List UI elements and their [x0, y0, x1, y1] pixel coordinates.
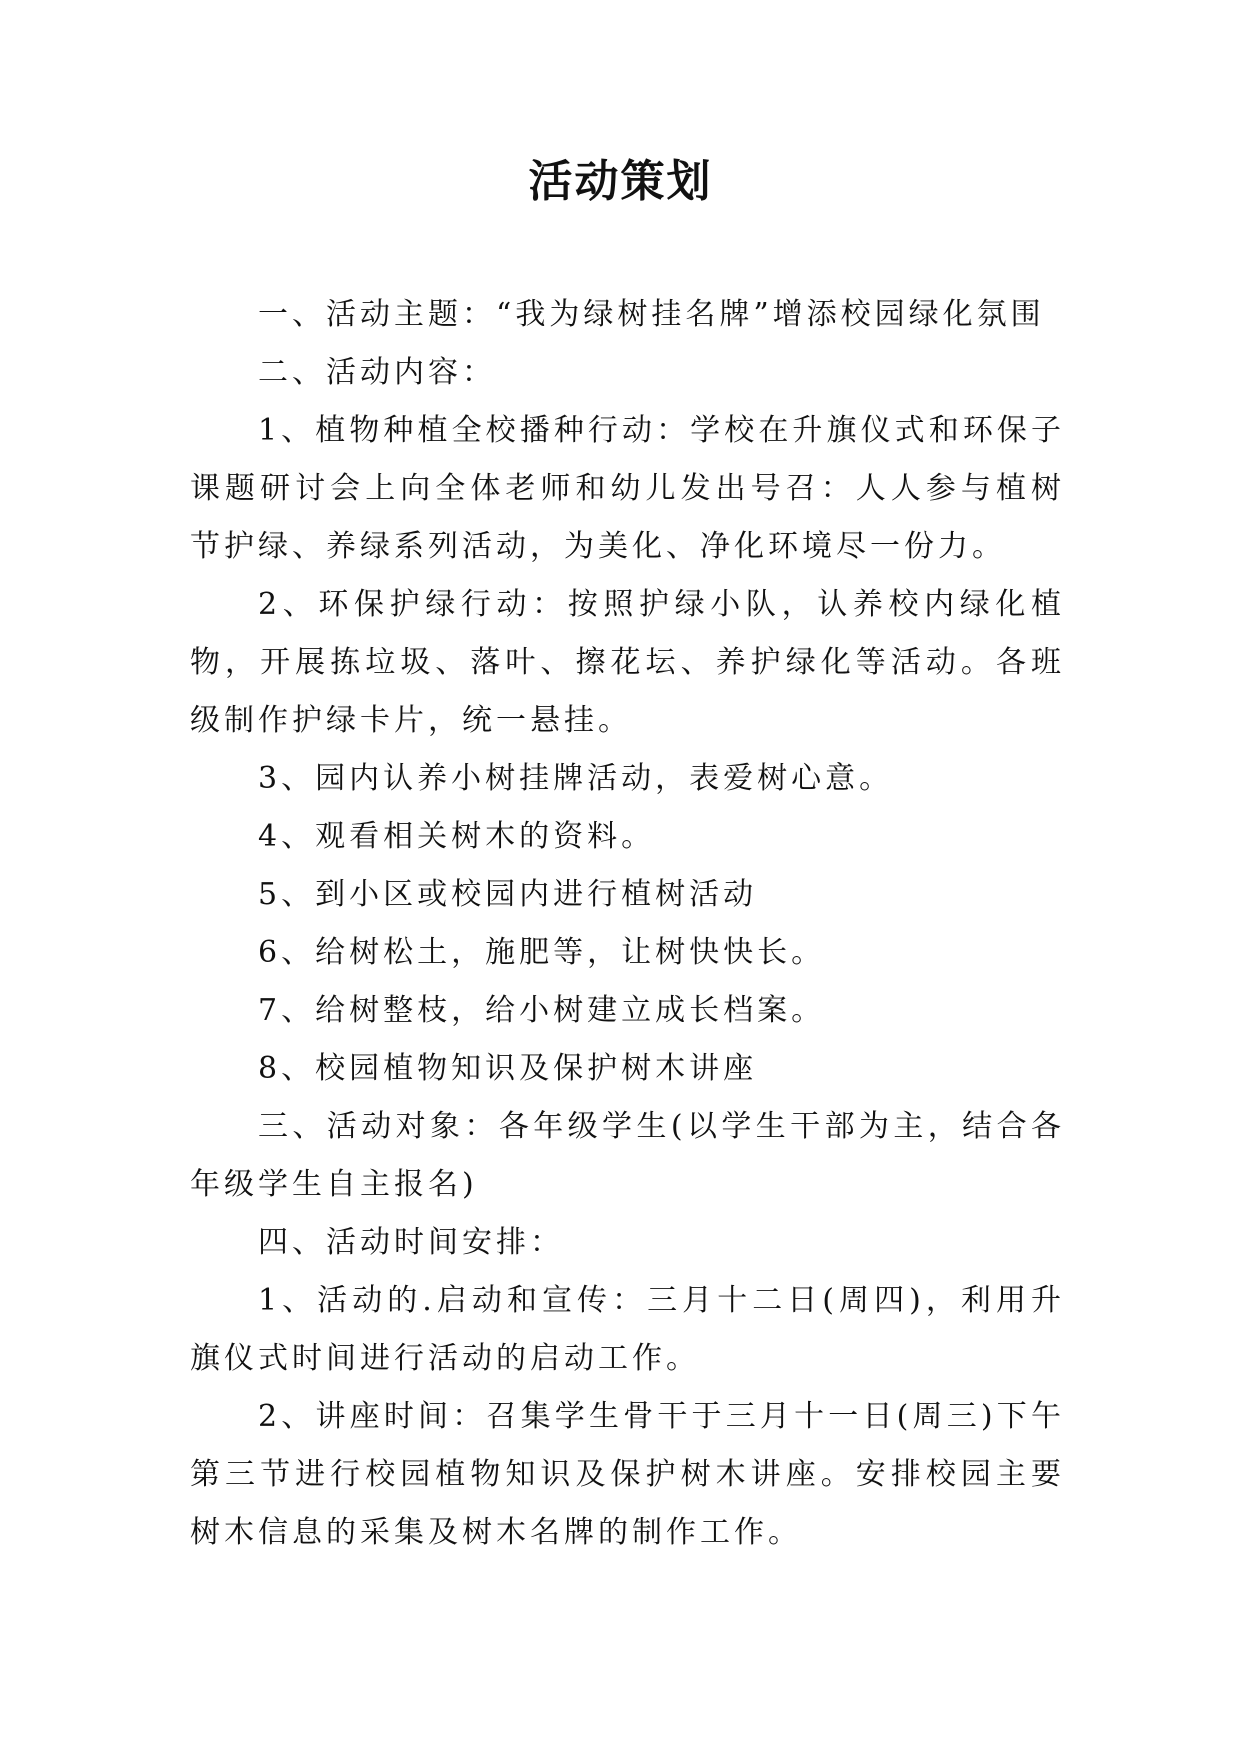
document-title: 活动策划	[528, 156, 713, 207]
paragraph-item-1: 1、植物种植全校播种行动：学校在升旗仪式和环保子课题研讨会上向全体老师和幼儿发出号召：人人参与植树节护绿、养绿系列活动，为美化、净化环境尽一份力。	[190, 413, 1065, 564]
paragraph-schedule-heading: 四、活动时间安排：	[258, 1225, 564, 1260]
paragraph-item-7: 7、给树整枝，给小树建立成长档案。	[258, 993, 826, 1028]
paragraph-item-5: 5、到小区或校园内进行植树活动	[258, 877, 758, 912]
paragraph-schedule-2: 2、讲座时间：召集学生骨干于三月十一日(周三)下午第三节进行校园植物知识及保护树木讲座。安排校园主要树木信息的采集及树木名牌的制作工作。	[190, 1399, 1065, 1550]
paragraph-item-3: 3、园内认养小树挂牌活动，表爱树心意。	[258, 761, 894, 796]
paragraph-theme: 一、活动主题：“我为绿树挂名牌”增添校园绿化氛围	[258, 297, 1045, 332]
paragraph-schedule-1: 1、活动的.启动和宣传：三月十二日(周四)，利用升旗仪式时间进行活动的启动工作。	[190, 1283, 1065, 1376]
paragraph-content-heading: 二、活动内容：	[258, 355, 496, 390]
paragraph-item-6: 6、给树松土，施肥等，让树快快长。	[258, 935, 826, 970]
paragraph-item-8: 8、校园植物知识及保护树木讲座	[258, 1051, 758, 1086]
paragraph-participants: 三、活动对象：各年级学生(以学生干部为主，结合各年级学生自主报名)	[190, 1109, 1065, 1202]
document-body	[190, 286, 1065, 1562]
paragraph-item-2: 2、环保护绿行动：按照护绿小队，认养校内绿化植物，开展拣垃圾、落叶、擦花坛、养护绿化等活动。各班级制作护绿卡片，统一悬挂。	[190, 587, 1065, 738]
paragraph-item-4: 4、观看相关树木的资料。	[258, 819, 656, 854]
